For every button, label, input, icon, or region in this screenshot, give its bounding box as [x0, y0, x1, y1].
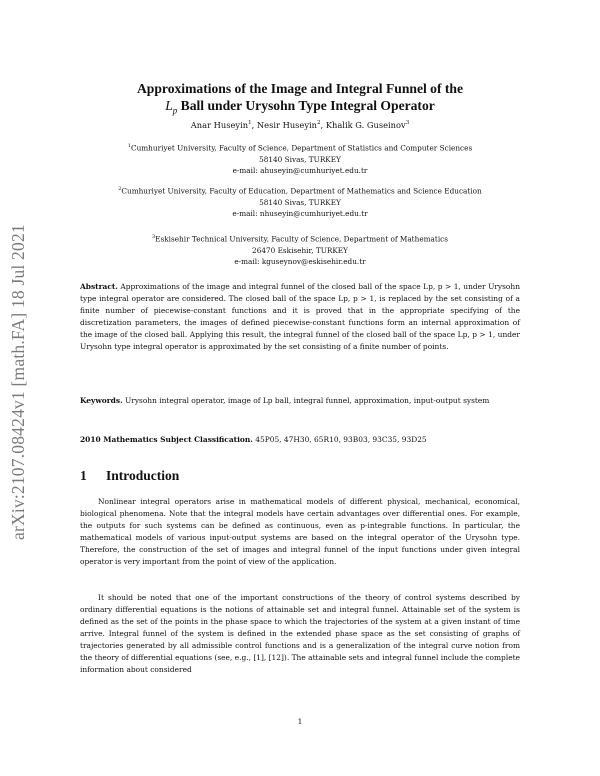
paragraph-1: Nonlinear integral operators arise in mathematical models of different physical, mechanical, economical, biological phenomena. Note that the integral models have certain advantages over differential ones. For example, the outputs for such systems can be defined as continuous, even as p-integrable functions. In particular, the mathematical models of various input-output systems are based on the integral operator of the Urysohn type. Therefore, the construction of the set of images and integral funnel of the input functions under given integral operator is very important from the point of view of the application.	[80, 497, 520, 566]
section-number: 1	[80, 468, 87, 483]
section-heading	[80, 468, 179, 484]
affiliation-3-sup: 3	[151, 234, 156, 240]
title-line-2	[90, 97, 510, 120]
author-3: Khalik G. Guseinov	[325, 120, 406, 130]
abstract-label: Abstract.	[80, 282, 118, 291]
affiliation-1-line-1: Cumhuriyet University, Faculty of Science, Department of Statistics and Computer Sciences	[130, 143, 473, 153]
affiliation-1	[80, 141, 520, 177]
author-1: Anar Huseyin	[190, 120, 249, 130]
affiliation-2-sup: 2	[118, 186, 122, 192]
affiliation-2-email[interactable]: e-mail: nhuseyin@cumhuriyet.edu.tr	[232, 209, 368, 219]
arxiv-stamp[interactable]: arXiv:2107.08424v1 [math.FA] 18 Jul 2021	[8, 224, 28, 540]
abstract-text: Approximations of the image and integral funnel of the closed ball of the space Lp, p > 1, under Urysohn type integral operator are considered. The closed ball of the space Lp, p > 1, is replaced by the set consisting of a finite number of piecewise-constant functions and it is proved that in the appropriate specifying of the discretization parameters, the images of defined piecewise-constant functions form an internal approximation of the image of the closed ball. Applying this result, the integral funnel of the closed ball of the space Lp, p > 1, under Urysohn type integral operator is approximated by the set consisting of a finite number of points.	[80, 282, 520, 351]
title-line-2-rest: Ball under Urysohn Type Integral Operator	[177, 98, 435, 113]
msc-label: 2010 Mathematics Subject Classification.	[80, 435, 253, 444]
affiliation-2-line-1: Cumhuriyet University, Faculty of Education, Department of Mathematics and Science Education	[121, 186, 482, 196]
author-sep-2: ,	[320, 120, 326, 130]
title-line-1: Approximations of the Image and Integral Funnel of the	[136, 81, 463, 96]
author-2-sup: 2	[317, 120, 321, 127]
affiliation-1-email[interactable]: e-mail: ahuseyin@cumhuriyet.edu.tr	[232, 166, 368, 176]
author-1-sup: 1	[248, 120, 252, 127]
title-math-sub: p	[172, 105, 178, 116]
msc-classification	[80, 434, 520, 446]
affiliation-3-email[interactable]: e-mail: kguseynov@eskisehir.edu.tr	[234, 257, 366, 267]
msc-codes: 45P05, 47H30, 65R10, 93B03, 93C35, 93D25	[252, 435, 427, 444]
affiliation-3-line-2: 26470 Eskisehir, TURKEY	[252, 245, 348, 255]
abstract	[80, 281, 520, 353]
title-math-L: L	[165, 98, 173, 113]
keywords	[80, 395, 520, 407]
affiliation-3	[80, 232, 520, 268]
section-title: Introduction	[106, 468, 180, 483]
affiliation-2	[80, 184, 520, 220]
paragraph-2: It should be noted that one of the important constructions of the theory of control systems described by ordinary differential equations is the notions of attainable set and integral funnel. Attainable set of the system is defined as the set of the points in the phase space to which the trajectories of the system at a given instant of time arrive. Integral funnel of the system is defined in the extended phase space as the set consisting of graphs of trajectories generated by all admissible control functions and is a generalization of the integral curve notion from the theory of differential equations (see, e.g., [1], [12]). The attainable sets and integral funnel include the complete information about considered	[80, 593, 520, 674]
author-3-sup: 3	[405, 120, 410, 127]
page-number: 1	[297, 717, 303, 726]
paper-title	[90, 80, 510, 120]
keywords-label: Keywords.	[80, 396, 123, 405]
author-2: Nesir Huseyin	[256, 120, 318, 130]
author-sep-1: ,	[251, 120, 257, 130]
keywords-text: Urysohn integral operator, image of Lp ball, integral funnel, approximation, input-output system	[122, 396, 490, 405]
affiliation-2-line-2: 58140 Sivas, TURKEY	[259, 197, 341, 207]
affiliation-1-sup: 1	[127, 143, 131, 149]
affiliation-1-line-2: 58140 Sivas, TURKEY	[259, 154, 341, 164]
affiliation-3-line-1: Eskisehir Technical University, Faculty of Science, Department of Mathematics	[155, 234, 449, 244]
author-list	[90, 120, 510, 130]
